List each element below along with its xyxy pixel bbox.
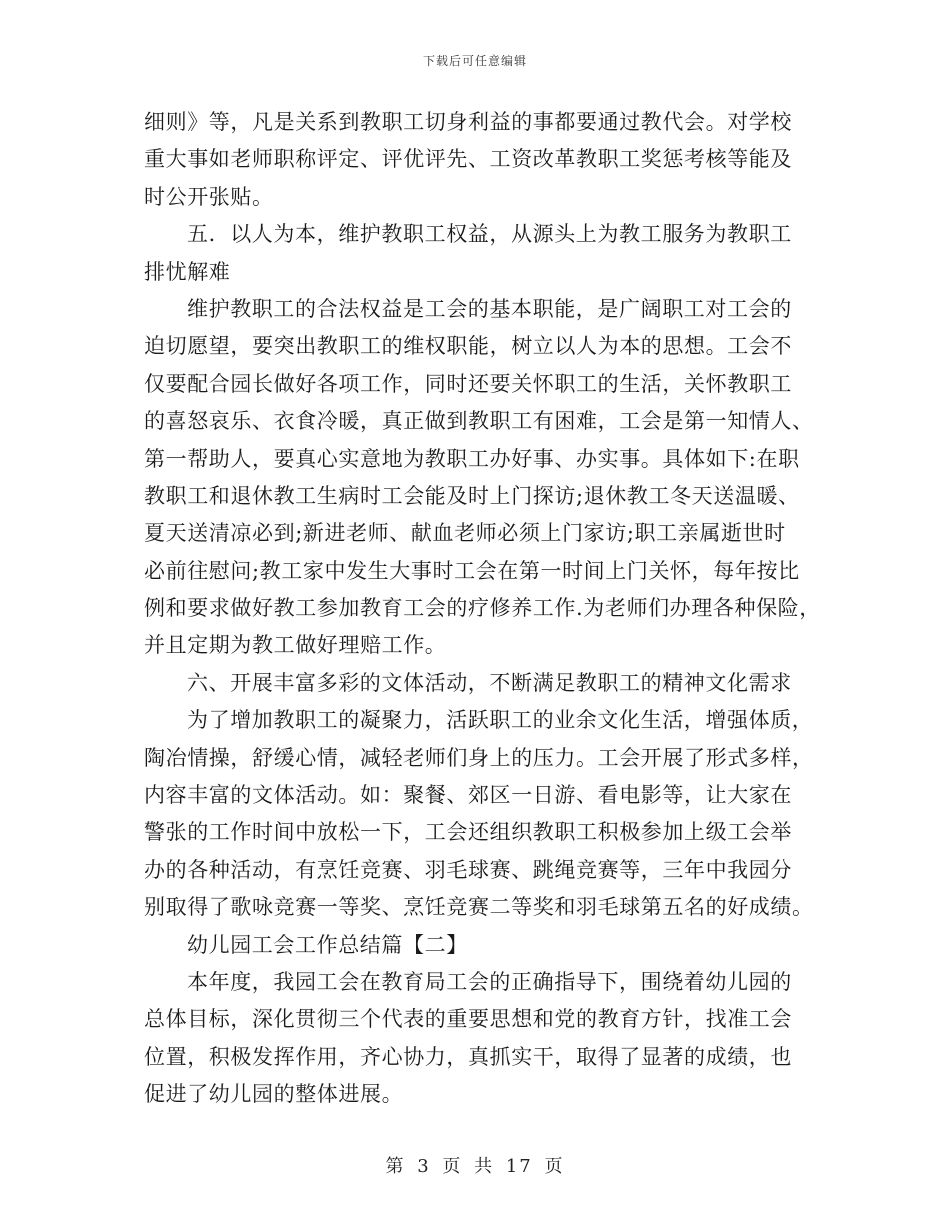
text-line: 别取得了歌咏竞赛一等奖、烹饪竞赛二等奖和羽毛球第五名的好成绩。 bbox=[144, 895, 814, 920]
text-line: 维护教职工的合法权益是工会的基本职能，是广阔职工对工会的 bbox=[187, 296, 792, 321]
text-line: 时公开张贴。 bbox=[144, 184, 274, 209]
text-line: 细则》等，凡是关系到教职工切身利益的事都要通过教代会。对学校 bbox=[144, 110, 792, 134]
text-line: 促进了幼儿园的整体进展。 bbox=[144, 1082, 404, 1107]
text-line: 迫切愿望，要突出教职工的维权职能，树立以人为本的思想。工会不 bbox=[144, 334, 792, 359]
text-line: 第一帮助人，要真心实意地为教职工办好事、办实事。具体如下:在职 bbox=[144, 446, 800, 471]
text-line: 办的各种活动，有烹饪竞赛、羽毛球赛、跳绳竞赛等，三年中我园分 bbox=[144, 857, 792, 882]
text-line: 五．以人为本，维护教职工权益，从源头上为教工服务为教职工 bbox=[187, 222, 792, 247]
text-line: 陶冶情操，舒缓心情，减轻老师们身上的压力。工会开展了形式多样， bbox=[144, 745, 814, 770]
text-line: 本年度，我园工会在教育局工会的正确指导下，围绕着幼儿园的 bbox=[187, 969, 792, 994]
text-line: 位置，积极发挥作用，齐心协力，真抓实干，取得了显著的成绩，也 bbox=[144, 1044, 792, 1069]
text-line: 重大事如老师职称评定、评优评先、工资改革教职工奖惩考核等能及 bbox=[144, 147, 792, 172]
text-line: 警张的工作时间中放松一下，工会还组织教职工积极参加上级工会举 bbox=[144, 820, 792, 845]
text-line: 例和要求做好教工参加教育工会的疗修养工作.为老师们办理各种保险， bbox=[144, 596, 821, 621]
text-line: 的喜怒哀乐、衣食冷暖，真正做到教职工有困难，工会是第一知情人、 bbox=[144, 409, 814, 434]
text-line: 必前往慰问;教工家中发生大事时工会在第一时间上门关怀，每年按比 bbox=[144, 558, 800, 583]
document-body bbox=[144, 104, 821, 1114]
text-line: 仅要配合园长做好各项工作，同时还要关怀职工的生活，关怀教职工 bbox=[144, 371, 792, 396]
text-line: 内容丰富的文体活动。如：聚餐、郊区一日游、看电影等，让大家在 bbox=[144, 783, 792, 808]
text-line: 排忧解难 bbox=[144, 259, 231, 284]
text-line: 并且定期为教工做好理赔工作。 bbox=[144, 633, 447, 658]
text-line: 幼儿园工会工作总结篇【二】 bbox=[187, 932, 468, 957]
text-line: 夏天送清凉必到;新进老师、献血老师必须上门家访;职工亲属逝世时 bbox=[144, 521, 786, 546]
text-line: 总体目标，深化贯彻三个代表的重要思想和党的教育方针，找准工会 bbox=[144, 1007, 792, 1032]
text-line: 为了增加教职工的凝聚力，活跃职工的业余文化生活，增强体质， bbox=[187, 708, 814, 733]
page-number: 第 3 页 共 17 页 bbox=[385, 1156, 565, 1177]
text-line: 教职工和退休教工生病时工会能及时上门探访;退休教工冬天送温暖、 bbox=[144, 483, 800, 508]
page-header-note: 下载后可任意编辑 bbox=[422, 54, 527, 68]
text-line: 六、开展丰富多彩的文体活动，不断满足教职工的精神文化需求 bbox=[187, 670, 792, 695]
